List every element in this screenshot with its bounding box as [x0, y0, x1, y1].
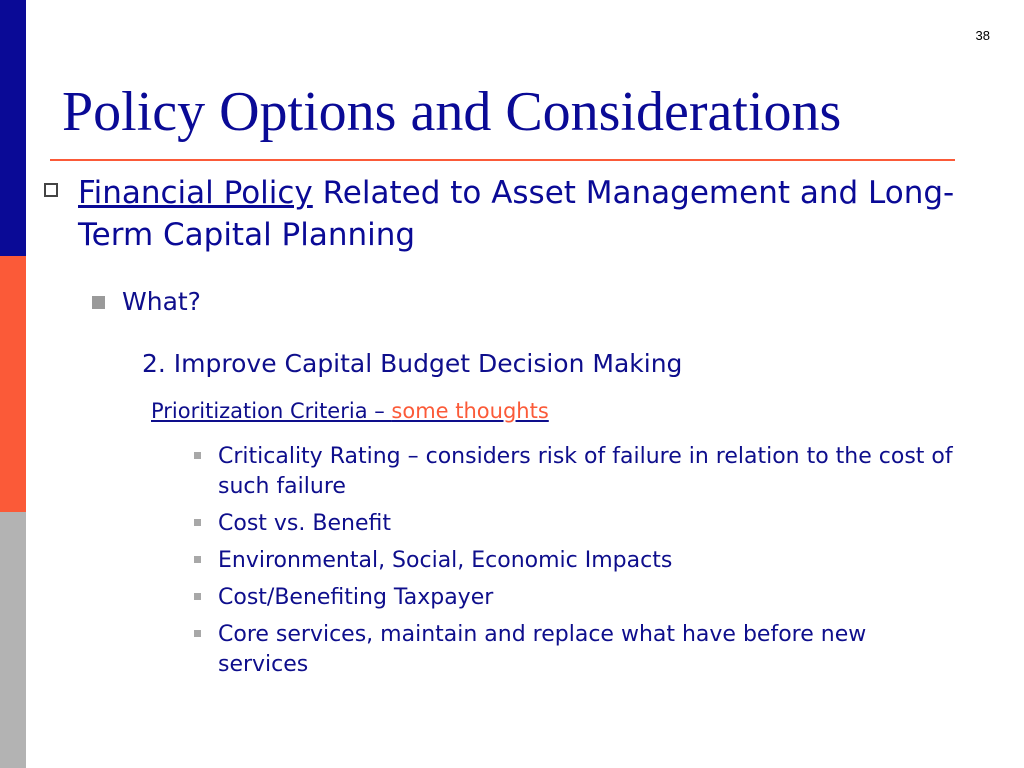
criteria-item — [193, 583, 953, 613]
heading-bullet-text: Related to Asset Management and Long-Term Capital Planning — [78, 175, 955, 253]
small-square-bullet-icon — [194, 556, 201, 563]
criteria-highlight: some thoughts — [391, 399, 549, 423]
hollow-square-bullet-icon — [44, 183, 58, 197]
criteria-list — [193, 442, 953, 687]
criteria-heading — [151, 397, 549, 425]
criteria-item-text: Cost vs. Benefit — [218, 511, 391, 536]
criteria-item-text: Core services, maintain and replace what have before new services — [218, 622, 867, 677]
slide-page-number: 38 — [975, 28, 990, 43]
criteria-item — [193, 546, 953, 576]
criteria-item — [193, 442, 953, 502]
sidebar-gray-band — [0, 512, 26, 768]
small-square-bullet-icon — [194, 630, 201, 637]
criteria-item — [193, 620, 953, 680]
square-bullet-icon — [92, 296, 105, 309]
title-divider — [50, 159, 955, 161]
sidebar-orange-band — [0, 256, 26, 512]
sidebar-blue-band — [0, 0, 26, 256]
what-bullet: What? — [122, 287, 201, 316]
step-heading: 2. Improve Capital Budget Decision Making — [142, 349, 683, 378]
small-square-bullet-icon — [194, 593, 201, 600]
small-square-bullet-icon — [194, 519, 201, 526]
criteria-item — [193, 509, 953, 539]
criteria-item-text: Environmental, Social, Economic Impacts — [218, 548, 673, 573]
criteria-label: Prioritization Criteria – — [151, 399, 392, 423]
financial-policy-link[interactable]: Financial Policy — [78, 175, 313, 211]
criteria-item-text: Cost/Benefiting Taxpayer — [218, 585, 494, 610]
heading-bullet — [78, 172, 978, 256]
small-square-bullet-icon — [194, 452, 201, 459]
criteria-item-text: Criticality Rating – considers risk of failure in relation to the cost of such failure — [218, 444, 953, 499]
slide-title: Policy Options and Considerations — [62, 81, 842, 143]
